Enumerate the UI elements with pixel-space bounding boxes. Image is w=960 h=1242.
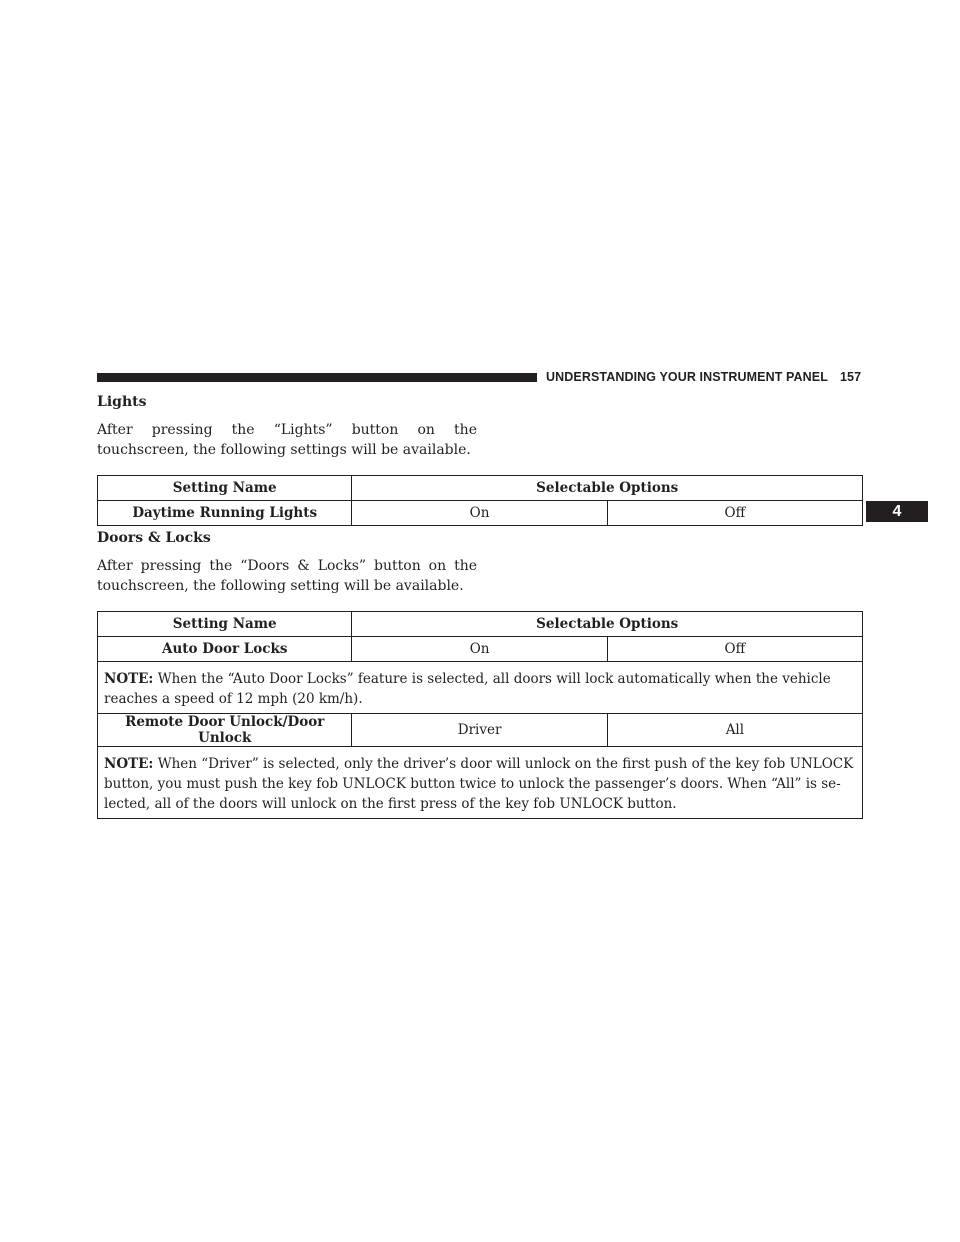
col-selectable-options: Selectable Options [352,476,863,501]
doors-settings-table [97,611,863,819]
lights-heading: Lights [97,394,147,410]
col-selectable-options: Selectable Options [352,612,863,637]
setting-name: Daytime Running Lights [98,501,352,526]
note-label: NOTE: [104,671,154,687]
note-cell [98,747,863,819]
section-title: UNDERSTANDING YOUR INSTRUMENT PANEL [546,370,828,384]
table-row [98,501,863,526]
option-cell: Off [607,501,862,526]
option-cell: Off [607,637,862,662]
lights-intro: After pressing the “Lights” button on the touchscreen, the following settings will be available. [97,422,477,458]
col-setting-name: Setting Name [98,612,352,637]
note-cell [98,662,863,714]
doors-intro: After pressing the “Doors & Locks” button on the touchscreen, the following setting will be available. [97,558,477,594]
chapter-tab: 4 [866,501,928,522]
note-text: When the “Auto Door Locks” feature is selected, all doors will lock automatically when the vehicle reaches a speed of 12 mph (20 km/h). [104,671,831,707]
col-setting-name: Setting Name [98,476,352,501]
option-cell: On [352,637,607,662]
option-cell: On [352,501,607,526]
note-row [98,662,863,714]
note-text: When “Driver” is selected, only the driver’s door will unlock on the first push of the key fob UNLOCK button, you must push the key fob UNLOCK button twice to unlock the passenger’s doors. When “All” is se-lected, all of the doors will unlock on the first press of the key fob UNLOCK button. [104,756,854,812]
running-header [546,370,866,384]
setting-name: Remote Door Unlock/Door Unlock [98,714,352,747]
option-cell: All [607,714,862,747]
table-row [98,637,863,662]
setting-name: Auto Door Locks [98,637,352,662]
note-label: NOTE: [104,756,154,772]
page-number: 157 [839,370,862,384]
table-header-row [98,476,863,501]
option-cell: Driver [352,714,607,747]
doors-heading: Doors & Locks [97,530,211,546]
lights-settings-table [97,475,863,526]
table-row [98,714,863,747]
table-header-row [98,612,863,637]
header-rule [97,373,537,382]
note-row [98,747,863,819]
